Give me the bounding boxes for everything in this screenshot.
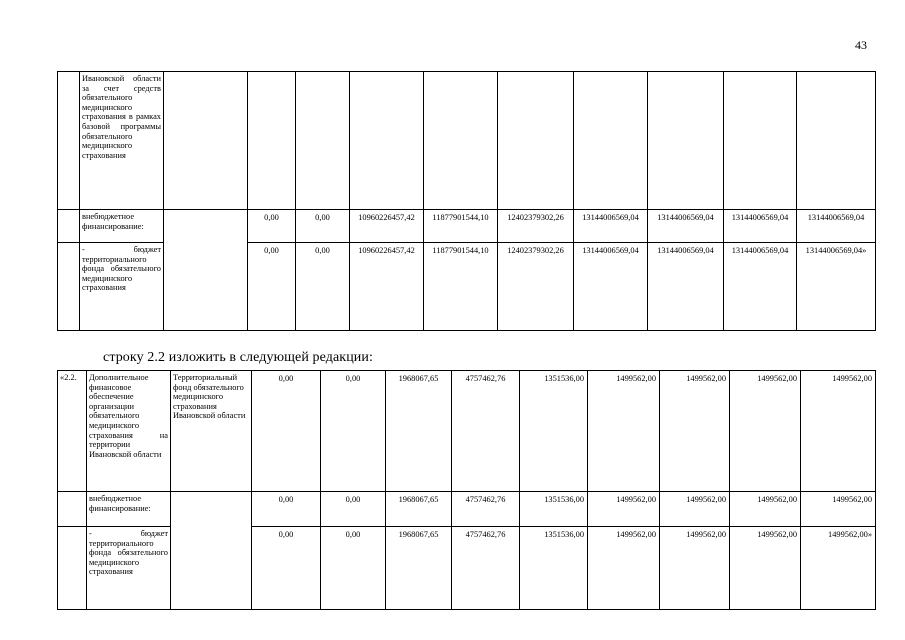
cell-value: 1968067,65 [386,371,452,492]
cell-value: 10960226457,42 [350,243,424,331]
cell-value: 0,00 [248,243,296,331]
instruction-heading: строку 2.2 изложить в следующей редакции: [103,350,373,365]
cell-value: 1499562,00 [730,492,801,527]
cell-value: 1968067,65 [386,527,452,610]
cell-value: 4757462,76 [452,527,520,610]
cell-value: 11877901544,10 [424,210,498,243]
cell-value: 1499562,00 [588,492,660,527]
cell-value: 1499562,00 [660,371,730,492]
cell-executor: Территориальный фонд обязательного медицинского страхования Ивановской области [171,371,252,492]
cell-value: 0,00 [296,243,350,331]
cell-value: 1499562,00 [730,371,801,492]
cell-value: 0,00 [296,210,350,243]
cell-value: 13144006569,04 [724,243,797,331]
cell-value: 4757462,76 [452,371,520,492]
cell-value: 1499562,00 [588,371,660,492]
cell-value: 13144006569,04 [574,243,648,331]
cell-value: 0,00 [321,527,386,610]
cell-value: 1351536,00 [520,527,588,610]
cell-num [58,492,87,527]
cell-executor [171,492,252,610]
cell-value: 1499562,00 [588,527,660,610]
cell-executor [164,72,248,210]
cell-value: 1499562,00 [801,492,876,527]
cell-value: 1968067,65 [386,492,452,527]
table-row-2-2 [57,370,876,610]
table-row [58,210,876,243]
cell-value: 1351536,00 [520,371,588,492]
cell-value: 1499562,00 [730,527,801,610]
cell-num [58,527,87,610]
table-continuation [57,71,876,331]
cell-num [58,72,80,210]
cell-value: 1499562,00» [801,527,876,610]
table-row [58,492,876,527]
page-number: 43 [855,38,867,52]
cell-value: 10960226457,42 [350,210,424,243]
cell-value: 13144006569,04 [724,210,797,243]
cell-value: 1499562,00 [660,492,730,527]
cell-value: 13144006569,04» [797,243,876,331]
cell-num [58,210,80,243]
cell-value: 0,00 [321,492,386,527]
cell-name: Ивановской области за счет средств обязательного медицинского страхования в рамках базовой программы обязательного медицинского страхования [80,72,164,210]
cell-name: внебюджетное финансирование: [87,492,171,527]
cell-value: 0,00 [252,527,321,610]
cell-value: 1351536,00 [520,492,588,527]
cell-value: 1499562,00 [660,527,730,610]
cell-value: 13144006569,04 [574,210,648,243]
cell-value: 4757462,76 [452,492,520,527]
cell-value: 0,00 [321,371,386,492]
cell-value: 12402379302,26 [498,243,574,331]
cell-name: - бюджет территориального фонда обязательного медицинского страхования [80,243,164,331]
cell-value: 0,00 [248,210,296,243]
cell-value: 1499562,00 [801,371,876,492]
cell-value: 13144006569,04 [648,243,724,331]
table-row [58,72,876,210]
cell-name: Дополнительное финансовое обеспечение организации обязательного медицинского страхования на территории Ивановской области [87,371,171,492]
cell-value: 12402379302,26 [498,210,574,243]
cell-value: 11877901544,10 [424,243,498,331]
cell-name: внебюджетное финансирование: [80,210,164,243]
cell-name: - бюджет территориального фонда обязательного медицинского страхования [87,527,171,610]
table-row [58,371,876,492]
cell-value: 0,00 [252,371,321,492]
cell-executor [164,210,248,331]
cell-num: «2.2. [58,371,87,492]
cell-value: 13144006569,04 [648,210,724,243]
cell-num [58,243,80,331]
cell-value: 13144006569,04 [797,210,876,243]
cell-value: 0,00 [252,492,321,527]
